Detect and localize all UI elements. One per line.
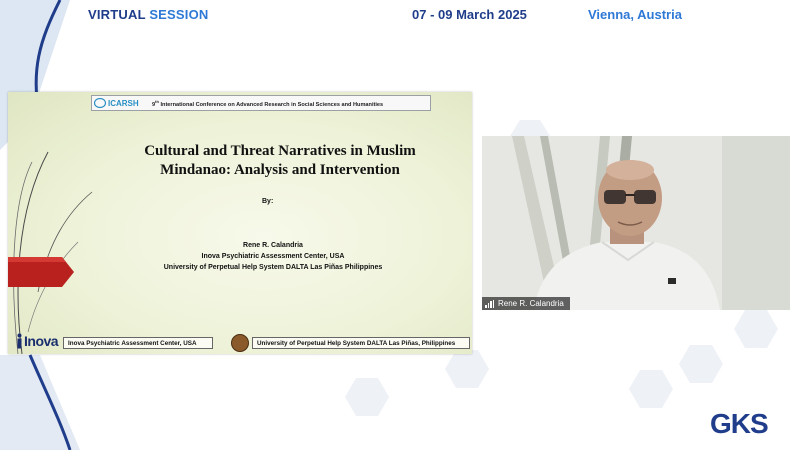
participant-name: Rene R. Calandria	[498, 299, 564, 308]
conference-logo	[92, 96, 152, 110]
slide-decorative-curves	[8, 92, 472, 354]
footer-right-label: University of Perpetual Help System DALTA Las Piñas, Philippines	[252, 337, 470, 349]
author-affiliation-2: University of Perpetual Help System DALTA Las Piñas Philippines	[163, 264, 383, 271]
slide-author-block	[153, 240, 393, 273]
inova-logo-icon	[15, 333, 24, 349]
red-arrow-decoration	[8, 257, 74, 287]
participant-name-tag	[482, 297, 570, 310]
slide-title-line-2: Mindanao: Analysis and Intervention	[160, 162, 400, 178]
conference-logo-icon	[94, 98, 106, 108]
slide-by-label: By:	[262, 198, 274, 205]
presentation-slide	[8, 92, 472, 354]
conference-logo-text: ICARSH	[108, 98, 139, 108]
inova-logo-text: Inova	[24, 333, 59, 349]
speaker-video-frame	[482, 136, 790, 310]
gks-logo-text: GKS	[710, 408, 768, 439]
session-word-virtual: VIRTUAL	[88, 7, 146, 22]
speaker-video[interactable]	[482, 136, 790, 310]
conference-banner	[91, 95, 431, 111]
slide-title	[108, 142, 452, 180]
session-word-session: SESSION	[149, 7, 209, 22]
footer-left-label: Inova Psychiatric Assessment Center, USA	[63, 337, 213, 349]
event-location: Vienna, Austria	[588, 7, 682, 22]
session-type	[88, 7, 209, 22]
signal-strength-icon	[485, 300, 494, 308]
slide-title-line-1: Cultural and Threat Narratives in Muslim	[144, 143, 416, 159]
conference-title	[152, 99, 383, 108]
conference-ordinal-suffix: th	[155, 98, 159, 104]
gks-logo	[710, 405, 776, 439]
author-affiliation-1: Inova Psychiatric Assessment Center, USA	[201, 253, 345, 260]
conference-title-text: International Conference on Advanced Research in Social Sciences and Humanities	[160, 101, 384, 108]
event-dates: 07 - 09 March 2025	[412, 7, 527, 22]
conference-ordinal: 9	[152, 101, 156, 108]
author-name: Rene R. Calandria	[243, 242, 303, 249]
inova-logo	[15, 331, 58, 351]
university-seal-icon	[231, 334, 249, 352]
